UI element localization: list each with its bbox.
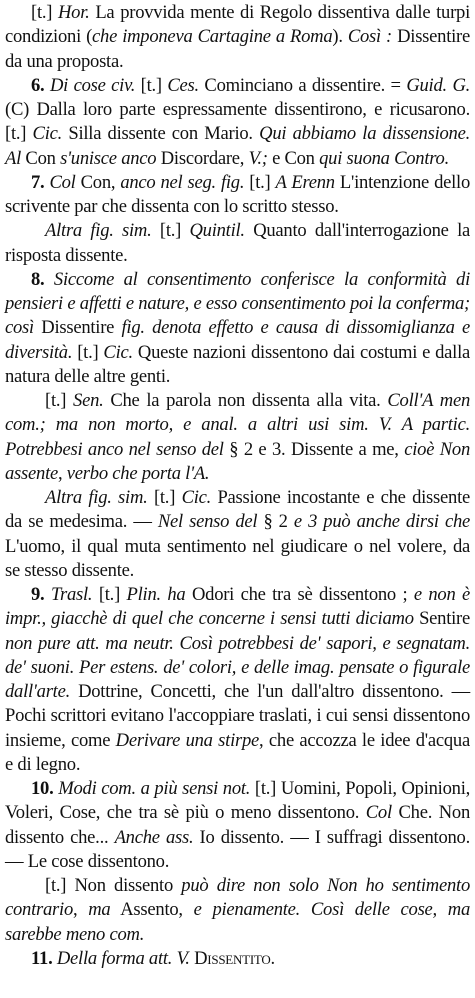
text-run: [t.] Uomini, Popoli, Opinioni, Voleri, Cose, che tra sè più o meno dissentono. [5,778,471,824]
text-run: Che. Non dissento che... [5,802,470,848]
text-run: e 3 può anche dirsi che [293,511,470,533]
text-run: Dissentito. [194,947,275,969]
text-run: [t.] [31,2,58,23]
text-run: V.; [248,147,268,169]
text-run: Coll'A men com.; ma non morto, e anal. a altri usi sim. V. A partic. Potrebbesi anco nel senso del [5,390,470,460]
paragraph-sense-10 [5,777,470,874]
text-run: Altra fig. sim. [45,220,152,242]
text-run: , che accozza le idee d'acqua e di legno. [5,729,470,775]
text-run: [t.] [92,584,127,605]
text-run: Col [49,171,76,193]
text-run: (C) Dalla loro parte espressamente dissentirono, e ricusarono. [t.] [5,99,470,145]
text-run: Anche ass. [114,826,194,848]
text-run: L'uomo, il qual muta sentimento nel giudicare o nel volere, da se stesso dissente. [5,535,470,581]
text-run: A Erenn [275,171,335,193]
text-run: La provvida mente di Regolo dissentiva dalle turpi condizioni ( [5,2,470,48]
text-run: verbo che porta l'A. [66,462,210,484]
text-run: Nel senso del [157,511,258,533]
text-run: [t.] [45,390,74,411]
sense-number: 11. [31,947,57,969]
text-run: [t.] [244,171,276,193]
paragraph-sense-7 [5,171,470,220]
text-run: Col [365,802,392,824]
text-run: e pienamente. Così delle cose, ma sarebbe meno com. [5,899,470,945]
text-run: Sentire [413,608,470,630]
text-run: che imponeva Cartagine a Roma [92,26,333,48]
paragraph-hor [5,1,470,74]
text-run: L'intenzione dello scrivente par che dissenta con lo scritto stesso. [5,171,471,217]
text-run: [t.] [151,220,190,242]
text-run: Di cose civ. [49,74,136,96]
text-run: Qui abbiamo la dissensione. Al [5,123,470,169]
text-run: Io dissento. — I suffragi dissentono. — Le cose dissentono. [5,826,470,872]
text-run: Hor. [57,2,90,23]
text-run: Ces. [167,74,199,96]
paragraph-sense-8-sen [5,389,470,486]
sense-number: 6. [31,74,50,96]
text-run: Cic. [181,487,212,508]
text-run: Altra fig. sim. [45,487,148,508]
text-run: [t.] [72,341,104,363]
text-run: Derivare una stirpe [115,729,260,751]
text-run: Dottrine, Concetti, che l'un dall'altro dissentono. — Pochi scrittori evitano l'accoppiare traslati, i cui sensi dissentono insieme, come [5,681,470,751]
text-run: ). [332,26,348,48]
text-run: Dissentire [33,317,122,339]
text-run: Assento [110,899,179,921]
paragraph-sense-8 [5,268,470,389]
text-run: anco nel seg. fig. [120,171,245,193]
text-run: Passione incostante e che dissente da se medesima. — [5,487,470,533]
text-run: Sen. [73,390,104,411]
text-run: e Con [267,147,320,169]
text-run: Silla dissente con Mario. [62,123,260,145]
text-run: Cic. [103,341,133,363]
paragraph-sense-11 [5,947,470,971]
paragraph-sense-8-altra [5,486,470,583]
paragraph-sense-6 [5,74,470,171]
text-run: Queste nazioni dissentono dai costumi e dalla natura delle altre genti. [5,341,471,387]
text-run: ma [88,899,111,921]
text-run: , [73,899,89,921]
sense-number: 8. [31,268,54,290]
text-run: Modi com. a più sensi not. [58,778,251,799]
text-run: Con [21,147,61,169]
text-run: [t.] Non dissento [45,875,182,896]
text-run: [t.] [147,487,182,508]
text-run: Della forma att. [56,947,173,969]
text-run: qui suona Contro. [319,147,450,169]
text-run: Dissentire da una proposta. [5,26,470,72]
text-run: cioè Non assente [5,438,470,484]
text-run: Siccome al consentimento conferisce la conformità di pensieri e affetti e nature, e esso consentimento poi la conferma; così [5,268,471,339]
text-run: Trasl. [50,584,93,605]
text-run: Così : [347,26,392,48]
text-run: , [58,462,67,484]
text-run: Guid. G. [406,74,471,96]
text-run: Quanto dall'interrogazione la risposta dissente. [5,220,470,266]
text-run: può dire non solo Non ho sentimento contrario [5,875,470,921]
sense-number: 9. [31,584,51,605]
text-run: e non è impr., giacchè di quel che concerne i sensi tutti diciamo [5,584,470,630]
sense-number: 10. [31,778,59,799]
text-run: Cic. [32,123,63,145]
text-run: Discordare, [156,147,249,169]
text-run: Con, [75,171,121,193]
paragraph-sense-10-t [5,874,470,947]
text-run: s'unisce anco [60,147,157,169]
text-run: non pure att. ma neutr. Così potrebbesi de' sapori, e segnatam. de' suoni. Per estens. de' colori, e delle imag. pensate o figurale dall'arte. [5,632,470,702]
sense-number: 7. [31,171,50,193]
text-run: Odori che tra sè dissentono ; [185,584,414,605]
text-run: Plin. ha [126,584,186,605]
paragraph-sense-7-altra [5,219,470,268]
text-run: § 2 [257,511,294,533]
text-run: Cominciano a dissentire. = [198,74,407,96]
text-run: [t.] [135,74,168,96]
text-run: Che la parola non dissenta alla vita. [103,390,388,411]
text-run: § 2 e 3. Dissente a me, [223,438,405,460]
text-run: fig. denota effetto e causa di dissomiglianza e diversità. [5,317,470,363]
paragraph-sense-9 [5,583,470,777]
text-run: Quintil. [189,220,245,242]
text-run: V. [172,947,195,969]
text-run: , [178,899,194,921]
